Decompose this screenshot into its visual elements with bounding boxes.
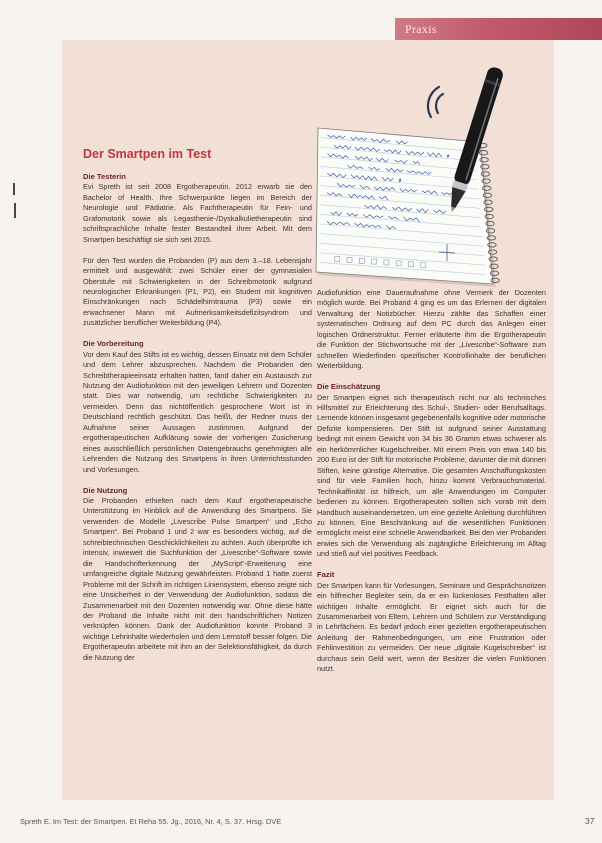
tester-paragraph: Evi Spreth ist seit 2008 Ergotherapeutin. 2012 erwarb sie den Bachelor of Health. Ihre Schwerpunkte liegen im Bereich der Neurologie und Pädiatrie. Als Fachtherapeutin für Fein- und Grafomotorik sowie als Legasthenie-/Dyskalkulietherapeutin sind schriftsprachliche Inhalte fester Bestandteil ihrer Arbeit. Mit dem Smartpen beschäftigt sie sich seit 2015.: [83, 182, 312, 244]
handwritten-word: [447, 155, 449, 157]
right-column: [317, 288, 546, 793]
signal-arc-inner: [436, 94, 443, 113]
assessment-paragraph: Der Smartpen eignet sich therapeutisch nicht nur als technisches Hilfsmittel zur Erleichterung des Schul-, Studien- oder Berufsalltags. Lernende können insgesamt gegebenenfalls kognitive oder motorische Defizite kompensieren. Der Stift ist aufgrund seiner Ausstattung bedingt mit einem Gewicht von 34 bis 36 Gramm etwas schwerer als ein herkömmlicher Kugelschreiber. Mit einem Preis von etwa 140 bis 200 Euro ist der Stift für motorische Probleme, darunter die mit dünnen Stiften, keine günstige Alternative. Die gesamten Anschaffungskosten sind für viele Familien hoch, hinzu kommt Verbrauchsmaterial. Technikaffinität ist hilfreich, um alle Anwendungen im Computer bedienen zu können. Ergotherapeuten sollten sich vorab mit dem Handbuch auseinandersetzen, um eine gezielte Anleitung durchführen zu können. Eine Beschränkung auf die wesentlichen Funktionen ermöglicht meist eine schnelle Anwendbarkeit. Bei den vier Probanden erwies sich die Verwendung als zugängliche Erleichterung im Alltag und stieß auf viel positives Feedback.: [317, 392, 546, 559]
section-heading-tester: Die Testerin: [83, 172, 126, 181]
section-heading-usage: Die Nutzung: [83, 485, 128, 495]
preparation-paragraph: Vor dem Kauf des Stifts ist es wichtig, dessen Einsatz mit dem Schüler und dem Lehrer abzusprechen. Nachdem die Probanden den Schreibtherapieeinsatz erhalten hatten, fand daher ein Austausch zur Nutzung der Audiofunktion mit den jeweiligen Lehrern und Dozenten statt. Dies war notwendig, um rechtliche Schwierigkeiten zu vermeiden. Denn das nichtöffentlich gesprochene Wort ist in Deutschland rechtlich geschützt. Das heißt, der Redner muss der Aufnahme seiner Aussagen zustimmen. Aufgrund der ergotherapeutischen Aufklärung sowie der vorherigen Zusicherung eines ausschließlich persönlichen Datengebrauchs genehmigten alle Lehrenden die Nutzung des Smartpens in ihren Unterrichtsstunden und Vorlesungen.: [83, 349, 312, 474]
edge-mark: [14, 203, 16, 218]
section-heading-assessment: Die Einschätzung: [317, 382, 381, 392]
edge-mark: [13, 183, 15, 195]
left-column: [83, 146, 312, 796]
section-header-bar: [395, 18, 602, 40]
smartpen-illustration: [300, 62, 510, 292]
usage-paragraph-continued: Audiofunktion eine Daueraufnahme ohne Vermerk der Dozenten möglich wurde. Bei Proband 4 ging es um das Erlernen der digitalen Verwaltung der Notizbücher. Hierzu zählte das Schaffen einer systematischen Ordnung auf dem PC durch das Anlegen einer logischen Ordnerstruktur. Ferner erläuterte ihm die Ergotherapeutin die Funktion der Stichwortsuche mit der „Livescribe“-Software zum schnellen Wiederfinden spezifischer Kontrollinhalte der beruflichen Weiterbildung.: [317, 288, 546, 371]
signal-arcs-icon: [428, 87, 443, 117]
article-title: Der Smartpen im Test: [83, 147, 212, 161]
page-number: 37: [585, 816, 595, 826]
section-heading-conclusion: Fazit: [317, 570, 335, 580]
usage-paragraph-start: Die Probanden erhielten nach dem Kauf ergotherapeutische Unterstützung im Hinblick auf die Anwendung des Smartpens. Sie verwenden die Modelle „Livescribe Pulse Smartpen“ und „Echo Smartpen“. Bei Proband 1 und 2 war es besonders wichtig, auf die schreibtechnischen Geschicklichkeiten zu achten. Auch überprüfte ich intensiv, inwieweit die Suchfunktion der „Livescribe“-Software sowie die Handschrifterkennung der „MyScript“-Erweiterung eine umfangreiche digitale Nutzung gewährleisten. Proband 1 hatte zuerst Probleme mit der Schrift im richtigen Liniensystem, ebenso zeigte sich eine Unsicherheit in der Verwendung der Audiofunktion, sodass die Zusammenarbeit mit den Dozenten notwendig war. Ohne diese hätte der Proband die Inhalte nicht mit den handschriftlichen Notizen verknüpfen können. Dank der Audiofunktion konnte Proband 3 wichtige Lehrinhalte wiederholen und dem Lernstoff besser folgen. Die Ergotherapeutin arbeitete mit ihm an der Selektionsfähigkeit, da durch die Nutzung der: [83, 496, 312, 662]
footer-citation: Spreth E. Im Test: der Smartpen. Et Reha 55. Jg., 2016, Nr. 4, S. 37. Hrsg. DVE: [20, 817, 282, 826]
conclusion-paragraph: Der Smartpen kann für Vorlesungen, Seminare und Gesprächsnotizen ein hilfreicher Begleiter sein, da er ein lückenloses Festhalten aller wichtigen Inhalte ermöglicht. Er eignet sich auch für die Zusammenarbeit von Eltern, Lehrern und Schülern zur Verständigung in Lehrfächern. Es bedarf jedoch einer gezielten ergotherapeutischen Anleitung der Rahmenbedingungen, um eine Frustration oder Fehlinvestition zu vermeiden. Der neue „digitale Kugelschreiber“ ist durchaus sein Geld wert, wenn der Besitzer die vielen Funktionen nutzt.: [317, 580, 546, 674]
section-heading-preparation: Die Vorbereitung: [83, 339, 144, 349]
section-label: Praxis: [405, 22, 437, 36]
intro-paragraph: Für den Test wurden die Probanden (P) aus dem 3.–18. Lebensjahr ermittelt und ausgewählt: zwei Schüler einer der gymnasialen Oberstufe mit Schwierigkeiten in der Schreibmotorik aufgrund neurologischer Erkrankungen (P1, P2), ein Student mit kognitiven Einschränkungen nach Schädelhirntrauma (P3) sowie ein erwachsener Mann mit Aufmerksamkeitsdefizitsyndrom und zusätzlicher beruflicher Weiterbildung (P4).: [83, 255, 312, 328]
